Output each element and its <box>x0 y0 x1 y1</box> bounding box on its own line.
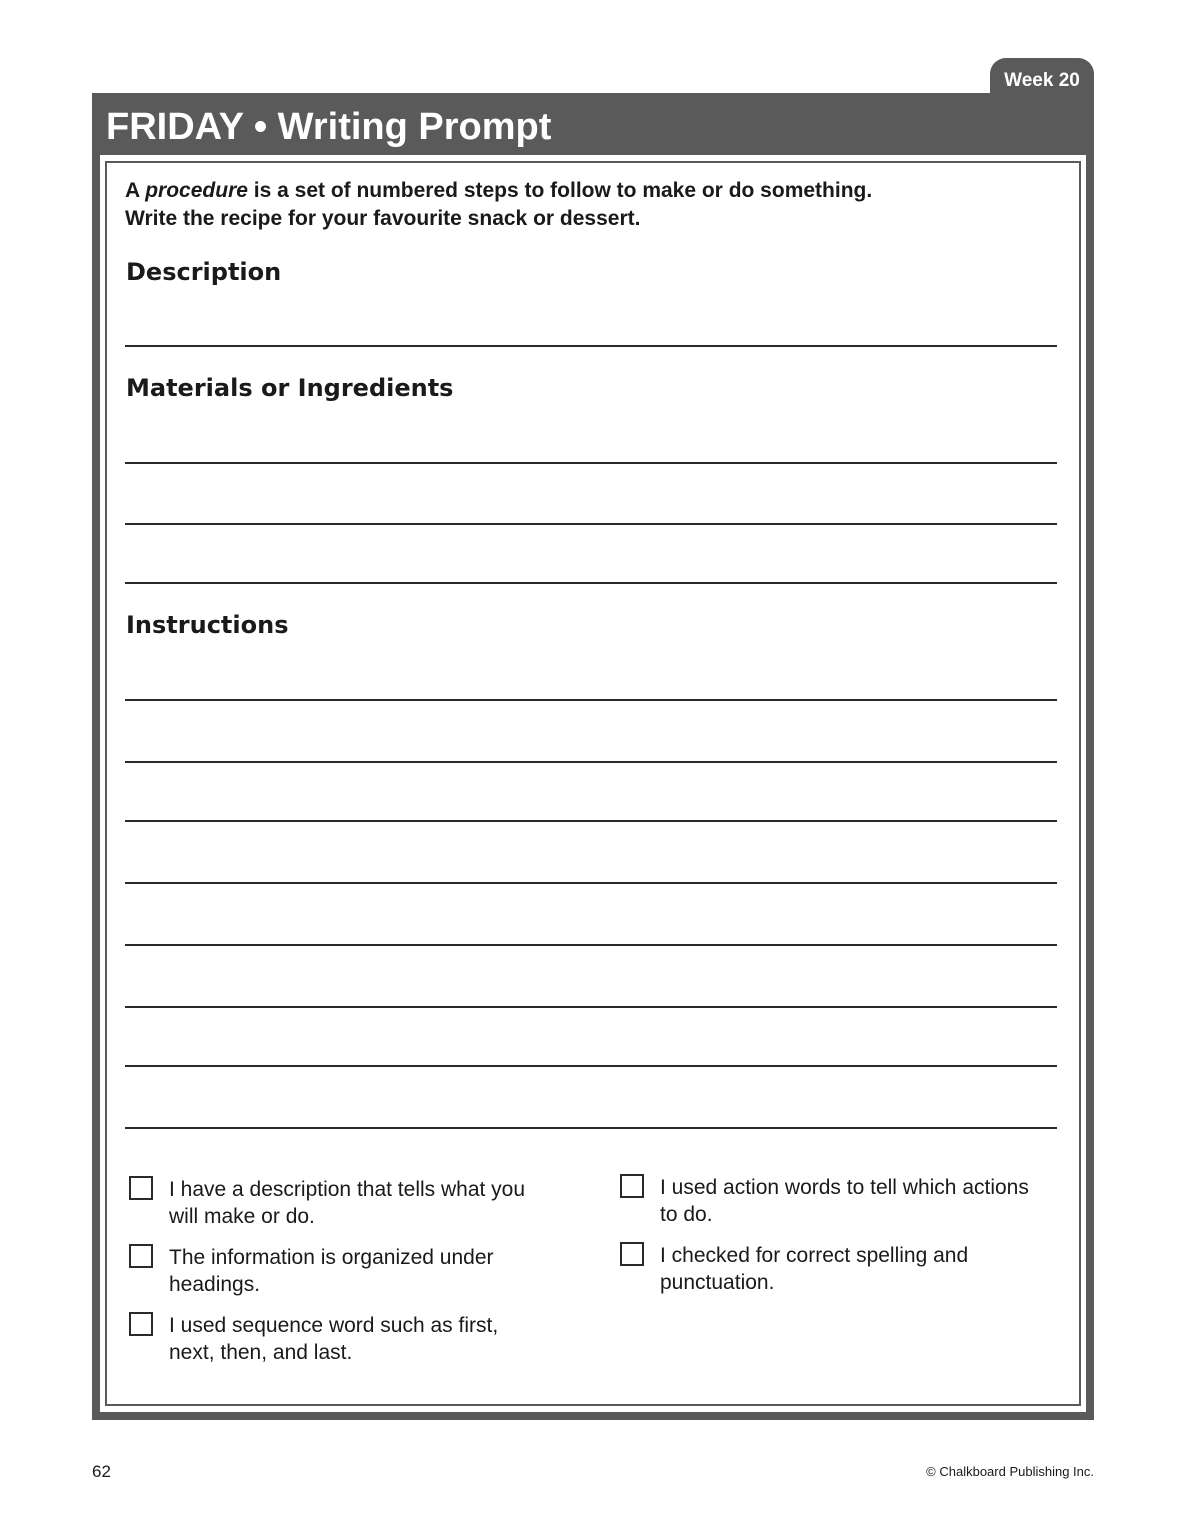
instructions-line[interactable] <box>125 820 1057 822</box>
materials-line[interactable] <box>125 582 1057 584</box>
checklist-item-label: I used sequence word such as first, next, then, and last. <box>169 1314 499 1364</box>
materials-line[interactable] <box>125 462 1057 464</box>
checkbox[interactable] <box>620 1174 644 1198</box>
instructions-line[interactable] <box>125 699 1057 701</box>
instructions-line[interactable] <box>125 1127 1057 1129</box>
checklist-item[interactable] <box>129 1244 549 1298</box>
checklist-item-label: I have a description that tells what you will make or do. <box>169 1178 526 1228</box>
week-tab: Week 20 <box>990 58 1094 102</box>
prompt-line-2: Write the recipe for your favourite snack or dessert. <box>125 207 641 230</box>
instructions-line[interactable] <box>125 1065 1057 1067</box>
page-title: FRIDAY • Writing Prompt <box>106 106 552 148</box>
checklist-item-label: I checked for correct spelling and punctuation. <box>660 1244 969 1294</box>
prompt-rest: is a set of numbered steps to follow to make or do something. <box>247 179 873 202</box>
page-number: 62 <box>92 1462 111 1481</box>
checklist-item-label: I used action words to tell which actions to do. <box>660 1176 1029 1226</box>
checklist-item[interactable] <box>129 1312 549 1366</box>
description-line[interactable] <box>125 345 1057 347</box>
checkbox[interactable] <box>620 1242 644 1266</box>
description-heading: Description <box>126 258 282 286</box>
copyright-notice: © Chalkboard Publishing Inc. <box>926 1464 1094 1479</box>
writing-prompt <box>125 177 1055 233</box>
instructions-line[interactable] <box>125 944 1057 946</box>
checklist-item-label: The information is organized under headings. <box>169 1246 494 1296</box>
checklist-item[interactable] <box>620 1174 1040 1228</box>
instructions-line[interactable] <box>125 761 1057 763</box>
instructions-line[interactable] <box>125 1006 1057 1008</box>
checkbox[interactable] <box>129 1312 153 1336</box>
materials-heading: Materials or Ingredients <box>126 374 454 402</box>
prompt-term: procedure <box>145 179 248 202</box>
prompt-line-1 <box>125 177 1055 205</box>
prompt-lead: A <box>125 179 146 202</box>
instructions-heading: Instructions <box>126 611 289 639</box>
checkbox[interactable] <box>129 1244 153 1268</box>
instructions-line[interactable] <box>125 882 1057 884</box>
materials-line[interactable] <box>125 523 1057 525</box>
checklist-item[interactable] <box>129 1176 549 1230</box>
checklist-item[interactable] <box>620 1242 1040 1296</box>
checkbox[interactable] <box>129 1176 153 1200</box>
